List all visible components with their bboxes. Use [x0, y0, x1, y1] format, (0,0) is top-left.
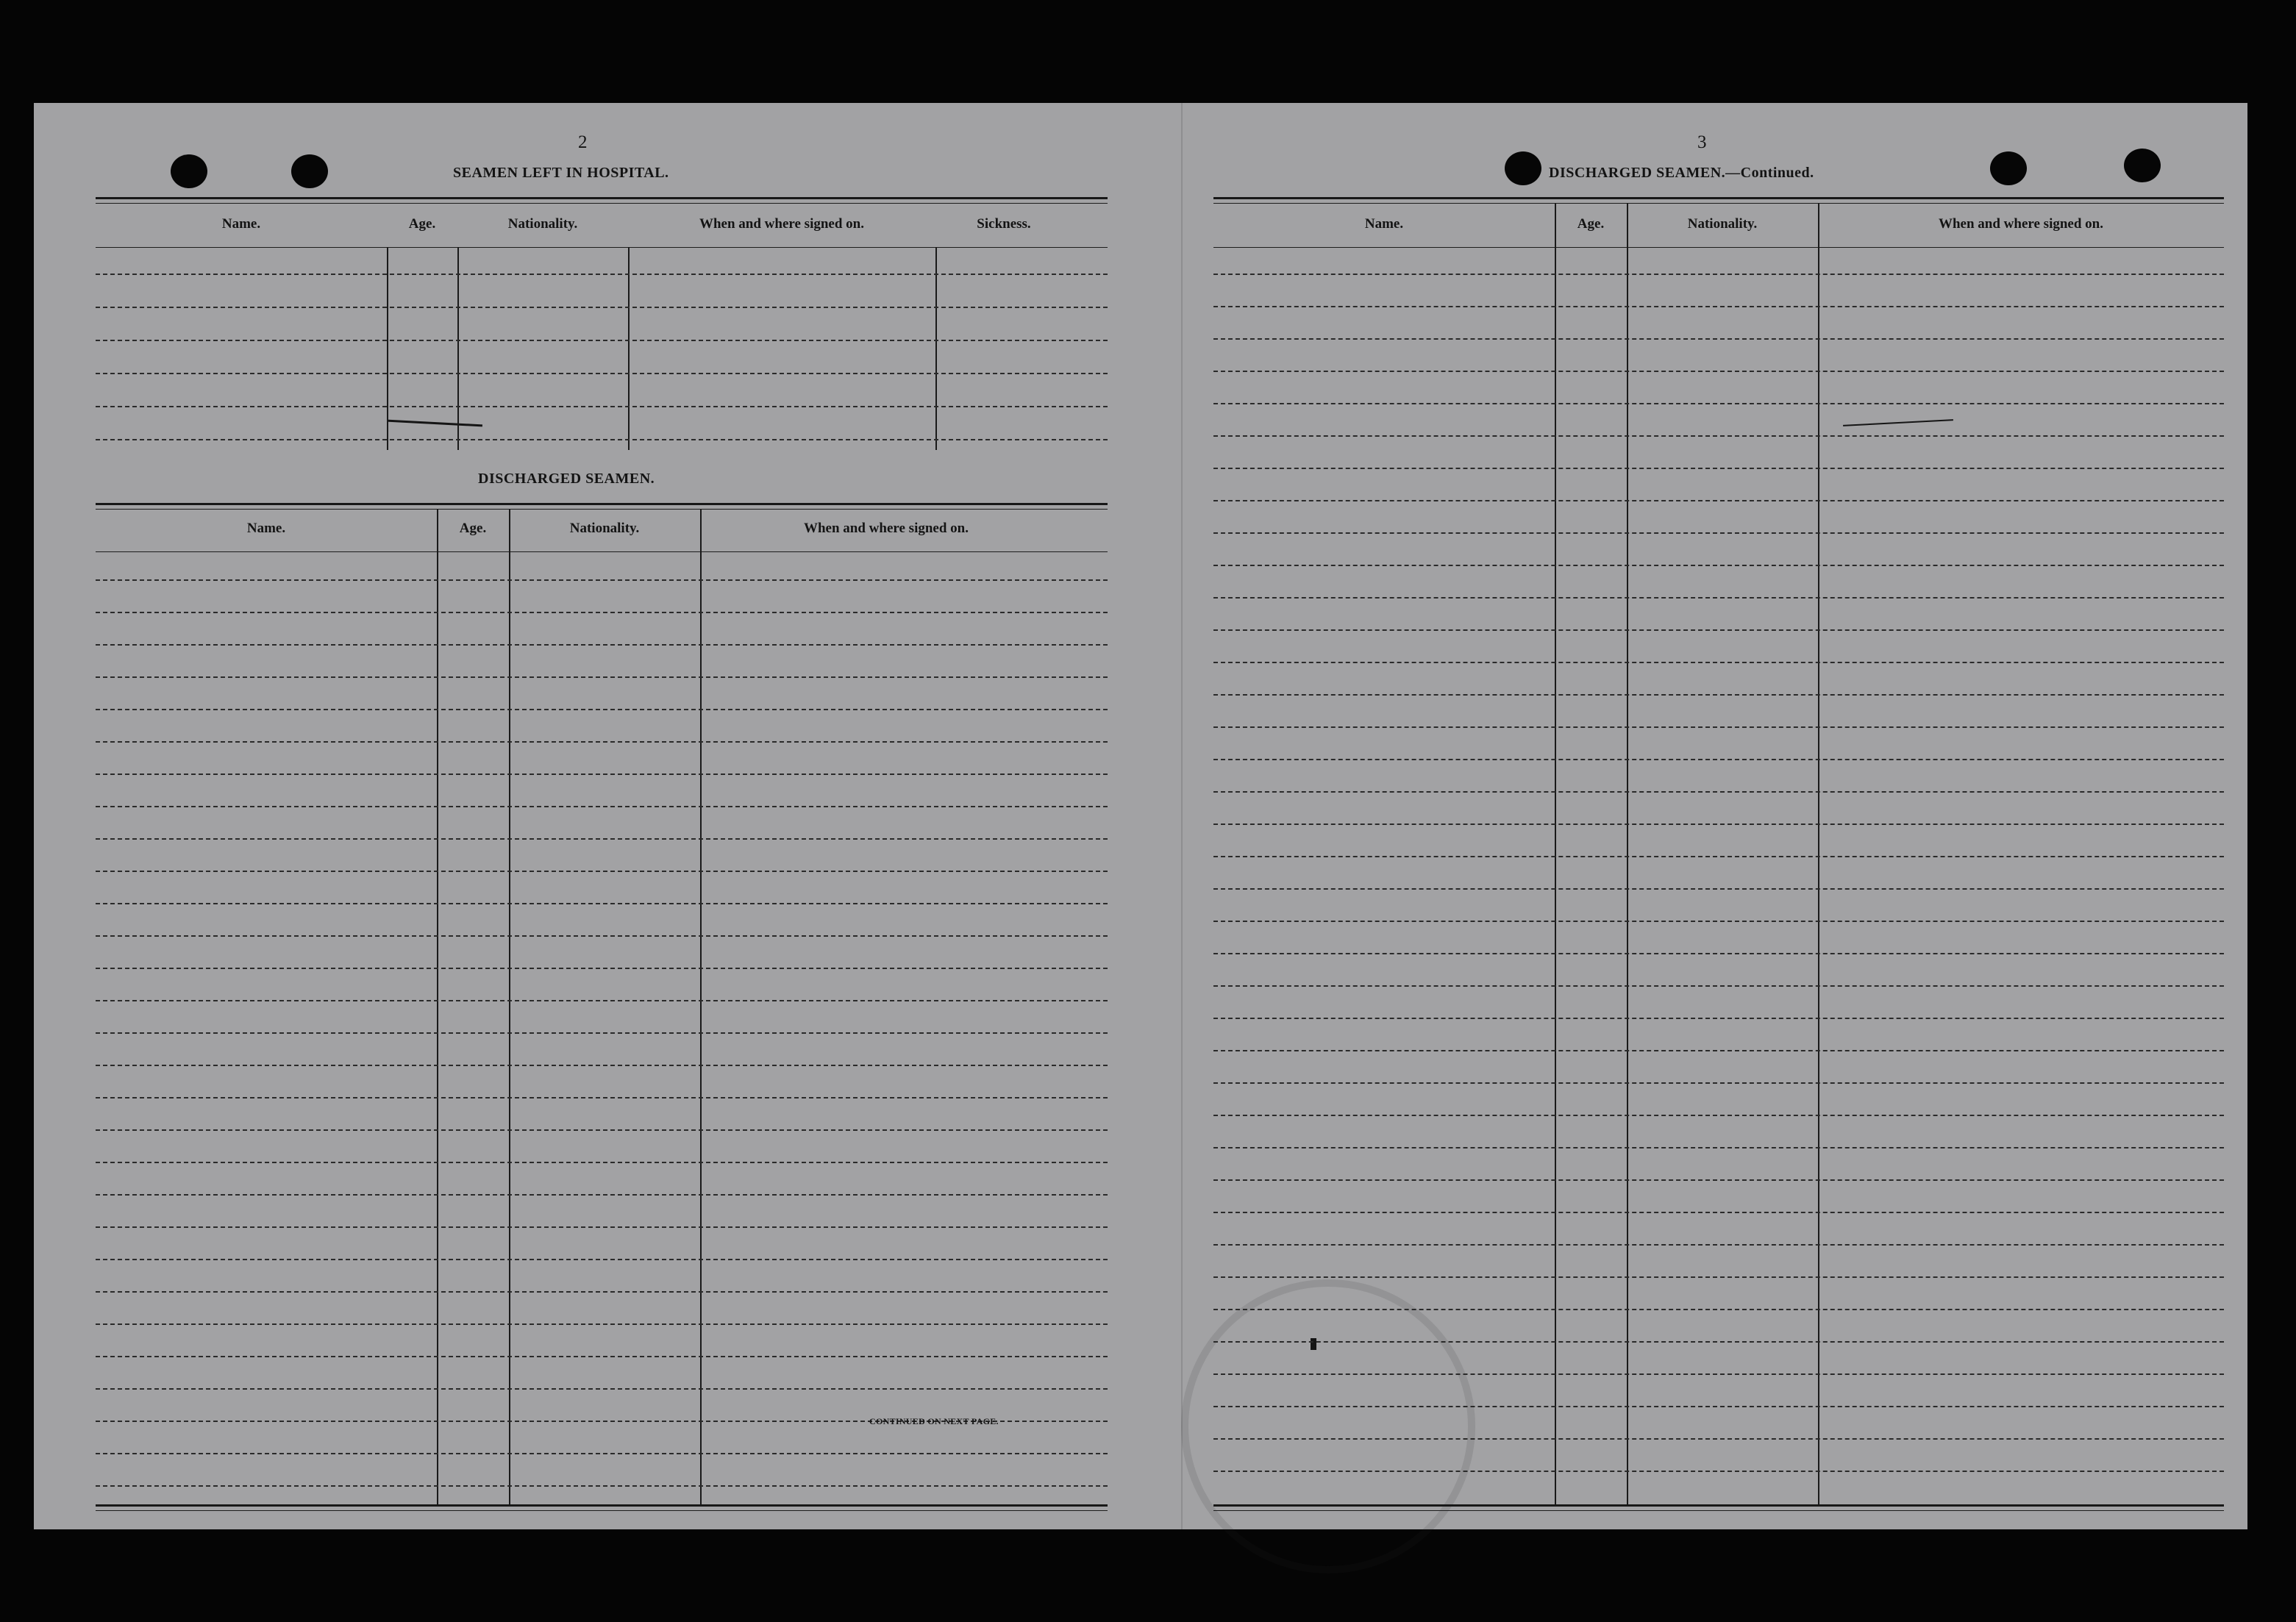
continued-table-bottom-rule [1213, 1504, 2224, 1507]
ruled-row-line [1213, 759, 2224, 760]
ruled-row-line [96, 935, 1108, 937]
ruled-row-line [96, 871, 1108, 872]
ruled-row-line [96, 1291, 1108, 1293]
ruled-row-line [96, 1259, 1108, 1260]
ruled-row-line [1213, 856, 2224, 857]
hospital-col-nationality: Nationality. [507, 216, 578, 232]
ruled-row-line [1213, 1309, 2224, 1310]
ruled-row-line [96, 1356, 1108, 1357]
continued-col-nationality: Nationality. [1687, 216, 1758, 232]
ruled-row-line [96, 1162, 1108, 1163]
ruled-row-line [96, 1000, 1108, 1001]
page-number-right: 3 [1697, 132, 1707, 152]
document-sheet [34, 103, 2247, 1529]
continued-col-divider [1627, 203, 1628, 1506]
ruled-row-line [96, 1065, 1108, 1066]
continued-col-name: Name. [1364, 216, 1404, 232]
ruled-row-line [1213, 1147, 2224, 1148]
continued-col-divider [1555, 203, 1556, 1506]
ruled-row-line [1213, 726, 2224, 728]
ruled-row-line [96, 774, 1108, 775]
ruled-row-line [1213, 1406, 2224, 1407]
ruled-row-line [96, 1226, 1108, 1228]
ruled-row-line [1213, 1115, 2224, 1116]
ruled-row-line [96, 373, 1108, 374]
hospital-col-divider [628, 247, 630, 450]
ruled-row-line [1213, 435, 2224, 437]
ruled-row-line [96, 1129, 1108, 1131]
discharged-continued-title: DISCHARGED SEAMEN.—Continued. [1549, 165, 1814, 181]
ruled-row-line [1213, 565, 2224, 566]
ruled-row-line [1213, 371, 2224, 372]
ruled-row-line [1213, 662, 2224, 663]
continued-table-top-rule [1213, 197, 2224, 199]
ruled-row-line [96, 340, 1108, 341]
ruled-row-line [1213, 1179, 2224, 1181]
hospital-col-signed-on: When and where signed on. [699, 216, 864, 232]
ruled-row-line [96, 903, 1108, 904]
punch-hole [291, 154, 328, 188]
ruled-row-line [1213, 888, 2224, 890]
faded-stamp [1181, 1279, 1475, 1573]
ruled-row-line [1213, 1276, 2224, 1278]
ink-mark [1311, 1338, 1316, 1350]
continued-col-divider [1818, 203, 1819, 1506]
ruled-row-line [96, 838, 1108, 840]
ink-mark [387, 420, 482, 427]
ruled-row-line [1213, 953, 2224, 954]
ruled-row-line [96, 1388, 1108, 1390]
ruled-row-line [1213, 1082, 2224, 1084]
ruled-row-line [1213, 1212, 2224, 1213]
discharged-col-age: Age. [459, 521, 487, 536]
hospital-col-sickness: Sickness. [977, 216, 1031, 232]
ruled-row-line [1213, 1018, 2224, 1019]
page-number-left: 2 [578, 132, 588, 152]
hospital-col-age: Age. [408, 216, 436, 232]
ruled-row-line [1213, 629, 2224, 631]
punch-hole [171, 154, 207, 188]
ruled-row-line [96, 1097, 1108, 1098]
hospital-col-divider [935, 247, 937, 450]
ruled-row-line [1213, 985, 2224, 987]
ruled-row-line [1213, 532, 2224, 534]
ruled-row-line [96, 1194, 1108, 1196]
ruled-row-line [1213, 1244, 2224, 1246]
hospital-col-name: Name. [221, 216, 261, 232]
ruled-row-line [1213, 1438, 2224, 1440]
ruled-row-line [1213, 1341, 2224, 1343]
page-fold [1181, 103, 1183, 1529]
continued-col-signed-on: When and where signed on. [1938, 216, 2103, 232]
ruled-row-line [1213, 1050, 2224, 1051]
ruled-row-line [96, 439, 1108, 440]
hospital-section-title: SEAMEN LEFT IN HOSPITAL. [453, 165, 669, 181]
ruled-row-line [96, 806, 1108, 807]
ruled-row-line [1213, 1471, 2224, 1472]
ruled-row-line [1213, 306, 2224, 307]
ruled-row-line [96, 676, 1108, 678]
ruled-row-line [1213, 597, 2224, 599]
discharged-table-top-rule [96, 503, 1108, 505]
ruled-row-line [96, 406, 1108, 407]
ruled-row-line [96, 612, 1108, 613]
ruled-row-line [1213, 274, 2224, 275]
discharged-col-nationality: Nationality. [569, 521, 640, 536]
hospital-table-top-rule [96, 197, 1108, 199]
ruled-row-line [1213, 823, 2224, 825]
ruled-row-line [96, 274, 1108, 275]
ink-mark [1843, 419, 1953, 426]
ruled-row-line [96, 709, 1108, 710]
continued-note: CONTINUED ON NEXT PAGE. [869, 1416, 999, 1426]
punch-hole [2124, 149, 2161, 182]
hospital-col-divider [387, 247, 388, 450]
ruled-row-line [96, 307, 1108, 308]
continued-col-age: Age. [1577, 216, 1605, 232]
ruled-row-line [96, 741, 1108, 743]
ruled-row-line [1213, 403, 2224, 404]
ruled-row-line [96, 1032, 1108, 1034]
discharged-col-name: Name. [246, 521, 286, 536]
discharged-col-signed-on: When and where signed on. [803, 521, 969, 536]
punch-hole [1990, 151, 2027, 185]
punch-hole [1505, 151, 1541, 185]
ruled-row-line [1213, 338, 2224, 340]
ruled-row-line [1213, 694, 2224, 696]
ruled-row-line [96, 1323, 1108, 1325]
ruled-row-line [1213, 500, 2224, 501]
ruled-row-line [1213, 1373, 2224, 1375]
ruled-row-line [96, 1485, 1108, 1487]
discharged-table-bottom-rule [96, 1504, 1108, 1507]
ruled-row-line [96, 1453, 1108, 1454]
ruled-row-line [96, 579, 1108, 581]
ruled-row-line [1213, 791, 2224, 793]
ruled-row-line [96, 644, 1108, 646]
ruled-row-line [1213, 921, 2224, 922]
ruled-row-line [1213, 468, 2224, 469]
discharged-section-title: DISCHARGED SEAMEN. [478, 471, 655, 487]
ruled-row-line [96, 968, 1108, 969]
hospital-col-divider [457, 247, 459, 450]
